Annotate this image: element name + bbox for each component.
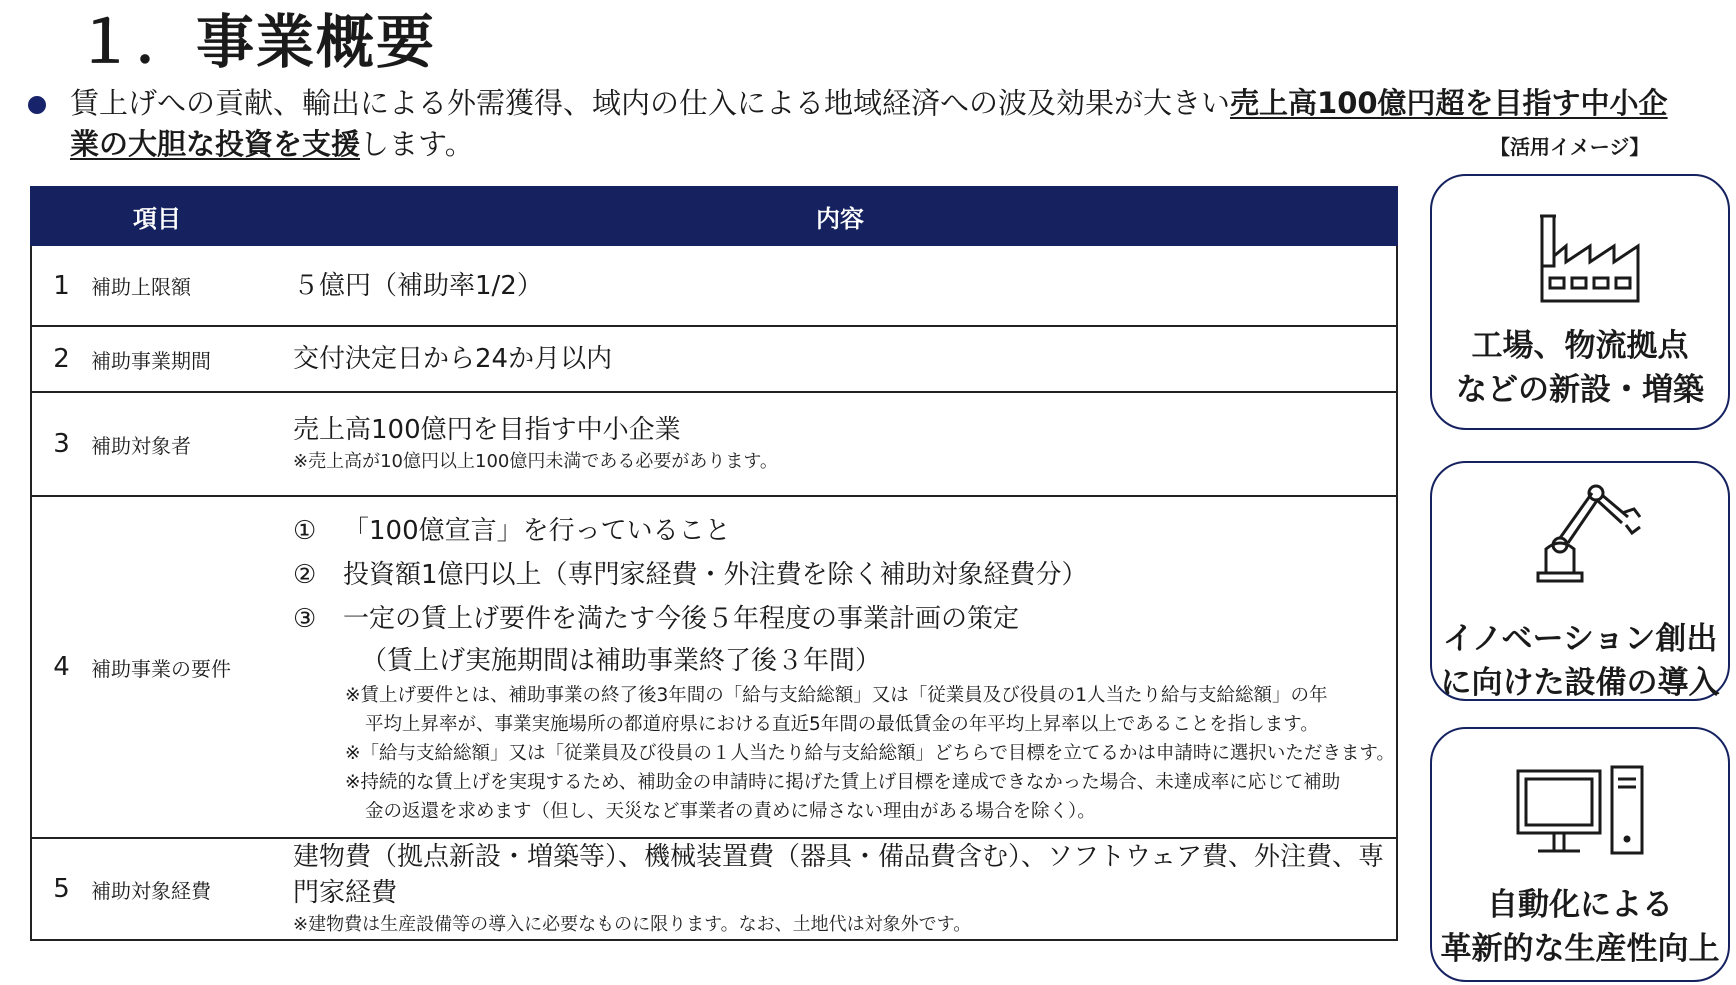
table-row [31, 392, 1397, 496]
row-number: 5 [31, 838, 91, 940]
factory-icon [1520, 196, 1640, 316]
overview-table [30, 186, 1398, 941]
intro-tail: します。 [360, 127, 474, 161]
row-content [283, 245, 1397, 326]
row-content [283, 392, 1397, 496]
content-note: ※建物費は生産設備等の導入に必要なものに限ります。なお、土地代は対象外です。 [293, 914, 972, 935]
requirement-1 [293, 509, 1396, 553]
header-item: 項目 [31, 187, 283, 245]
row-content [283, 496, 1397, 838]
usage-image-label: 【活用イメージ】 [1490, 135, 1650, 159]
card-caption-1: 自動化による [1487, 887, 1673, 923]
table-row [31, 326, 1397, 392]
content-note: ※売上高が10億円以上100億円未満である必要があります。 [293, 451, 778, 472]
row-item: 補助対象者 [91, 392, 283, 496]
row-item: 補助事業期間 [91, 326, 283, 392]
requirement-mark: ② [293, 559, 317, 590]
row-item: 補助事業の要件 [91, 496, 283, 838]
table-row [31, 496, 1397, 838]
card-caption-2: に向けた設備の導入 [1440, 665, 1720, 701]
requirement-sub: （賃上げ実施期間は補助事業終了後３年間） [361, 645, 882, 676]
content-main: 交付決定日から24か月以内 [293, 344, 613, 374]
usage-card-factory [1430, 174, 1730, 430]
usage-card-robot [1430, 461, 1730, 701]
requirement-text: 投資額1億円以上（専門家経費・外注費を除く補助対象経費分） [343, 559, 1088, 590]
row-item: 補助対象経費 [91, 838, 283, 940]
card-caption-1: 工場、物流拠点 [1471, 328, 1689, 364]
content-main: ５億円（補助率1/2） [293, 270, 543, 301]
card-caption-2: などの新設・増築 [1456, 372, 1704, 408]
page-title: １．事業概要 [76, 8, 437, 76]
requirement-mark: ③ [293, 603, 317, 634]
bullet-dot [28, 96, 46, 114]
requirement-text: 一定の賃上げ要件を満たす今後５年程度の事業計画の策定 [343, 603, 1020, 634]
row-content [283, 838, 1397, 940]
content-main: 売上高100億円を目指す中小企業 [293, 415, 681, 445]
content-main: 建物費（拠点新設・増築等）、機械装置費（器具・備品費含む）、ソフトウェア費、外注費、専門家経費 [293, 842, 1384, 908]
table-row [31, 838, 1397, 940]
table-row [31, 245, 1397, 326]
header-content: 内容 [283, 187, 1397, 245]
row-content [283, 326, 1397, 392]
intro-emphasis: 売上高100億円超を目指す中小企業の大胆な投資を支援 [70, 86, 1668, 161]
requirement-mark: ① [293, 515, 317, 546]
requirement-3 [293, 597, 1396, 641]
intro-text [70, 83, 1690, 165]
computer-icon [1510, 759, 1650, 869]
intro-plain: 賃上げへの貢献、輸出による外需獲得、域内の仕入による地域経済への波及効果が大きい [70, 86, 1231, 120]
robot-arm-icon [1510, 473, 1650, 593]
requirement-2 [293, 553, 1396, 597]
row-number: 3 [31, 392, 91, 496]
usage-card-computer [1430, 727, 1730, 982]
table-header-row [31, 187, 1397, 245]
row-number: 1 [31, 245, 91, 326]
card-caption-2: 革新的な生産性向上 [1440, 931, 1720, 967]
requirement-text: 「100億宣言」を行っていること [343, 515, 731, 546]
row-number: 4 [31, 496, 91, 838]
requirement-note-1: ※賃上げ要件とは、補助事業の終了後3年間の「給与支給総額」又は「従業員及び役員の1人当たり給与支給総額」の年 平均上昇率が、事業実施場所の都道府県における直近5年間の最低賃金の年平均上昇率以上であることを指します。 [345, 684, 1328, 735]
card-caption-1: イノベーション創出 [1442, 621, 1718, 657]
requirement-note-2: ※「給与支給総額」又は「従業員及び役員の１人当たり給与支給総額」どちらで目標を立てるかは申請時に選択いただきます。 [345, 742, 1395, 764]
requirement-note-3: ※持続的な賃上げを実現するため、補助金の申請時に掲げた賃上げ目標を達成できなかった場合、未達成率に応じて補助 金の返還を求めます（但し、天災など事業者の責めに帰さない理由がある場合を除く）。 [345, 771, 1341, 822]
row-number: 2 [31, 326, 91, 392]
row-item: 補助上限額 [91, 245, 283, 326]
